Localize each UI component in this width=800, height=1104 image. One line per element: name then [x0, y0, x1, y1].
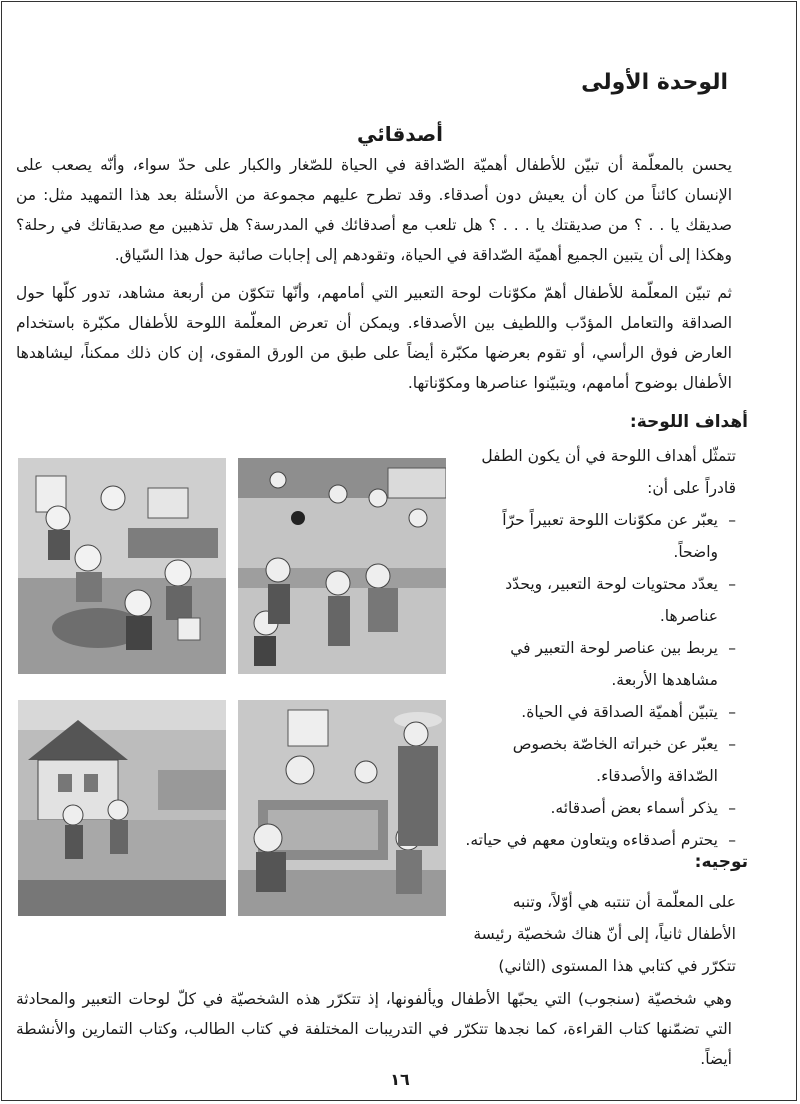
goal-item: – يتبيّن أهميّة الصداقة في الحياة. — [462, 696, 736, 728]
goals-heading: أهداف اللوحة: — [629, 412, 748, 432]
page-number: ١٦ — [390, 1070, 410, 1089]
goal-item: – يعدّد محتويات لوحة التعبير، ويحدّد عناصرها. — [462, 568, 736, 632]
goal-item: – يربط بين عناصر لوحة التعبير في مشاهدها الأربعة. — [462, 632, 736, 696]
goals-intro: تتمثّل أهداف اللوحة في أن يكون الطفل قادراً على أن: — [481, 447, 736, 497]
playground-illustration — [238, 458, 446, 674]
goals-section — [462, 440, 736, 856]
goal-item: – يعبّر عن مكوّنات اللوحة تعبيراً حرّاً واضحاً. — [462, 504, 736, 568]
board-paragraph: ثم تبيّن المعلّمة للأطفال أهمّ مكوّنات لوحة التعبير التي أمامهم، وأنّها تتكوّن من أربعة مشاهد، تدور كلّها حول الصداقة والتعامل المؤدّب واللطيف بين الأصدقاء. ويمكن أن تعرض المعلّمة اللوحة للأطفال مكبّرة باستخدام العارض فوق الرأسي، أو تقوم بعرضها مكبّرة أيضاً على طبق من الورق المقوى، إن كان ذلك ممكناً، ليشاهدها الأطفال بوضوح أمامهم، ويتبيّنوا عناصرها ومكوّناتها. — [16, 284, 732, 392]
home-scene-icon — [238, 700, 446, 916]
street-illustration — [18, 700, 226, 916]
lesson-title: أصدقائي — [356, 122, 444, 146]
guide-heading: توجيه: — [694, 852, 748, 872]
intro-paragraph: يحسن بالمعلّمة أن تبيّن للأطفال أهميّة الصّداقة في الحياة للصّغار والكبار على حدّ سواء، وأنّه يصعب على الإنسان كائناً من كان أن يعيش دون أصدقاء. وقد تطرح عليهم مجموعة من الأسئلة بعد هذا التمهيد مثل: من صديقك يا . . ؟ من صديقتك يا . . . ؟ هل تلعب مع أصدقائك في المدرسة؟ هل تذهبين مع صديقاتك في رحلة؟ وهكذا إلى أن يتبين الجميع أهميّة الصّداقة في الحياة، وتقودهم إلى إجابات صائبة حول هذا السّياق. — [16, 156, 732, 264]
goal-item: – يحترم أصدقاءه ويتعاون معهم في حياته. — [462, 824, 736, 856]
goal-item: – يعبّر عن خبراته الخاصّة بخصوص الصّداقة والأصدقاء. — [462, 728, 736, 792]
guide-intro: على المعلّمة أن تنتبه هي أوّلاً، وتنبه الأطفال ثانياً، إلى أنّ هناك شخصيّة رئيسة تتكرّر في كتابي هذا المستوى (الثاني) — [473, 893, 736, 975]
guide-paragraph: وهي شخصيّة (سنجوب) التي يحبّها الأطفال ويألفونها، إذ تتكرّر هذه الشخصيّة في كلّ لوحات التعبير والمحادثة التي تضمّنها كتاب القراءة، كما نجدها تتكرّر في التدريبات المختلفة في كتاب الطالب، وكتاب التمارين والأنشطة أيضاً. — [16, 990, 732, 1068]
goal-item: – يذكر أسماء بعض أصدقائه. — [462, 792, 736, 824]
unit-title: الوحدة الأولى — [581, 70, 728, 95]
home-illustration — [238, 700, 446, 916]
classroom-scene-icon — [18, 458, 226, 674]
classroom-illustration — [18, 458, 226, 674]
playground-scene-icon — [238, 458, 446, 674]
goals-list — [462, 504, 736, 856]
street-scene-icon — [18, 700, 226, 916]
